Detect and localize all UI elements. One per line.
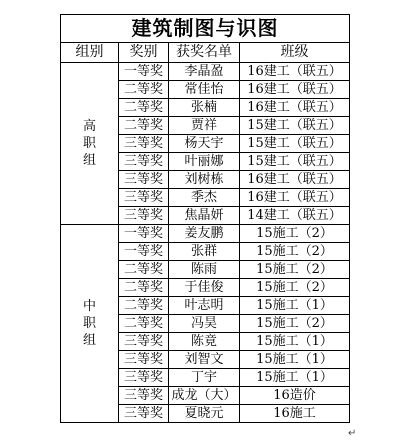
group-name-char: 组: [82, 153, 96, 168]
group-name-char: 职: [82, 316, 96, 331]
class-cell: 15施工（1）: [240, 297, 350, 315]
class-cell: 16造价: [240, 387, 350, 405]
paragraph-mark-icon: ↵: [348, 428, 357, 439]
class-cell: 15施工（2）: [240, 315, 350, 333]
class-cell: 15建工（联五）: [240, 135, 350, 153]
winner-name-cell: 陈竟: [169, 333, 240, 351]
document-page: [60, 14, 349, 423]
table-body: [61, 63, 350, 423]
award-table: [60, 14, 350, 423]
winner-name-cell: 成龙（大）: [169, 387, 240, 405]
award-cell: 二等奖: [119, 279, 169, 297]
winner-name-cell: 刘智文: [169, 351, 240, 369]
winner-name-cell: 季杰: [169, 189, 240, 207]
table-header-row: [61, 43, 350, 63]
group-name-char: 职: [82, 136, 96, 151]
class-cell: 15施工（1）: [240, 333, 350, 351]
winner-name-cell: 叶丽娜: [169, 153, 240, 171]
winner-name-cell: 贾祥: [169, 117, 240, 135]
class-cell: 15建工（联五）: [240, 153, 350, 171]
class-cell: 16建工（联五）: [240, 189, 350, 207]
class-cell: 15建工（联五）: [240, 117, 350, 135]
winner-name-cell: 姜友鹏: [169, 225, 240, 243]
award-cell: 一等奖: [119, 63, 169, 81]
winner-name-cell: 张群: [169, 243, 240, 261]
group-name-char: 高: [82, 119, 96, 134]
winner-name-cell: 陈雨: [169, 261, 240, 279]
winner-name-cell: 张楠: [169, 99, 240, 117]
class-cell: 15施工（1）: [240, 351, 350, 369]
winner-name-cell: 夏晓元: [169, 405, 240, 423]
header-winner: 获奖名单: [169, 43, 240, 63]
table-row: [61, 63, 350, 81]
award-cell: 二等奖: [119, 99, 169, 117]
class-cell: 15施工（1）: [240, 369, 350, 387]
winner-name-cell: 丁宇: [169, 369, 240, 387]
class-cell: 15施工（2）: [240, 243, 350, 261]
award-cell: 三等奖: [119, 171, 169, 189]
winner-name-cell: 杨天宇: [169, 135, 240, 153]
class-cell: 14建工（联五）: [240, 207, 350, 225]
group-name-char: 中: [82, 299, 96, 314]
class-cell: 15施工（2）: [240, 279, 350, 297]
award-cell: 三等奖: [119, 153, 169, 171]
award-cell: 二等奖: [119, 261, 169, 279]
award-cell: 三等奖: [119, 189, 169, 207]
award-cell: 三等奖: [119, 351, 169, 369]
group-name-char: 组: [82, 333, 96, 348]
award-cell: 二等奖: [119, 81, 169, 99]
winner-name-cell: 叶志明: [169, 297, 240, 315]
winner-name-cell: 于佳俊: [169, 279, 240, 297]
header-award: 奖别: [119, 43, 169, 63]
group-name-cell: [61, 63, 119, 225]
award-cell: 二等奖: [119, 315, 169, 333]
table-title: 建筑制图与识图: [61, 15, 350, 43]
award-cell: 三等奖: [119, 135, 169, 153]
group-name-cell: [61, 225, 119, 423]
winner-name-cell: 焦晶妍: [169, 207, 240, 225]
award-cell: 三等奖: [119, 207, 169, 225]
winner-name-cell: 李晶盈: [169, 63, 240, 81]
class-cell: 16建工（联五）: [240, 99, 350, 117]
class-cell: 15施工（2）: [240, 225, 350, 243]
class-cell: 16建工（联五）: [240, 81, 350, 99]
class-cell: 16建工（联五）: [240, 63, 350, 81]
award-cell: 三等奖: [119, 369, 169, 387]
class-cell: 16施工: [240, 405, 350, 423]
award-cell: 二等奖: [119, 297, 169, 315]
award-cell: 三等奖: [119, 387, 169, 405]
table-row: [61, 225, 350, 243]
award-cell: 二等奖: [119, 117, 169, 135]
award-cell: 一等奖: [119, 243, 169, 261]
winner-name-cell: 刘树栋: [169, 171, 240, 189]
winner-name-cell: 常佳怡: [169, 81, 240, 99]
class-cell: 15施工（2）: [240, 261, 350, 279]
award-cell: 一等奖: [119, 225, 169, 243]
award-cell: 三等奖: [119, 333, 169, 351]
winner-name-cell: 冯昊: [169, 315, 240, 333]
class-cell: 16建工（联五）: [240, 171, 350, 189]
header-class: 班级: [240, 43, 350, 63]
header-group: 组别: [61, 43, 119, 63]
award-cell: 三等奖: [119, 405, 169, 423]
